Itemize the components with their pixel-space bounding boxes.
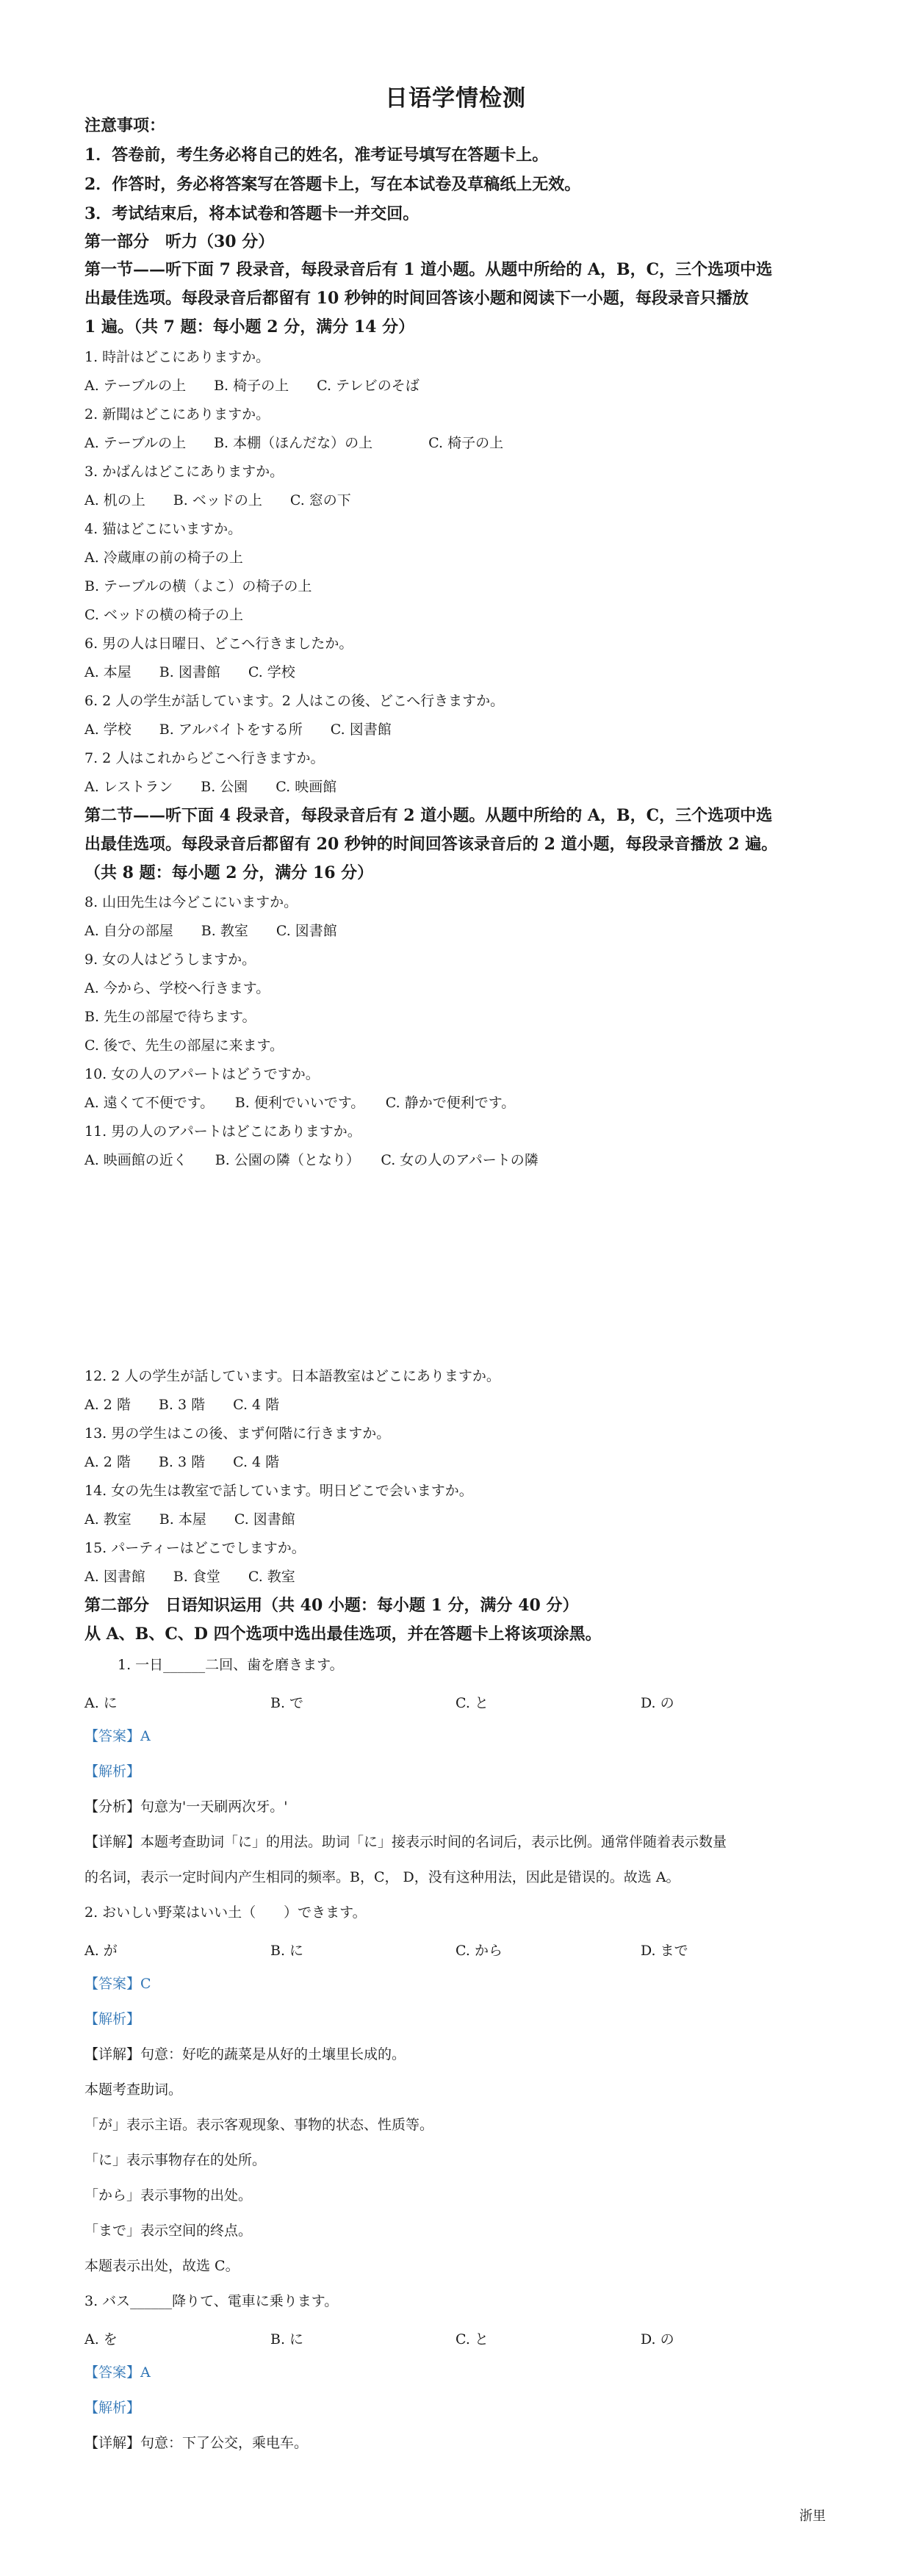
part1-sec1-line: 第一节——听下面 7 段录音，每段录音后有 1 道小题。从题中所给的 A，B，C，三个选项中选 [84,260,773,279]
q3-detail: 【详解】句意：下了公交，乘电车。 [84,2435,309,2451]
listening-line: 15. パーティーはどこでしますか。 [84,1540,306,1556]
q3-option-d: D. の [641,2331,674,2347]
q1-option-b: B. で [270,1695,304,1711]
q1-option-a: A. に [84,1695,118,1711]
listening-line: A. 図書館 B. 食堂 C. 教室 [84,1569,295,1585]
q3-jiexi: 【解析】 [84,2400,141,2416]
listening-line: A. 2 階 B. 3 階 C. 4 階 [84,1397,280,1413]
listening-line: B. テーブルの横（よこ）の椅子の上 [84,578,312,594]
q1-stem: 1. 一日______二回、歯を磨きます。 [118,1657,344,1673]
notes-heading: 注意事项： [84,116,166,135]
part2-instruction: 从 A、B、C、D 四个选项中选出最佳选项，并在答题卡上将该项涂黑。 [84,1625,602,1644]
listening-line: A. 本屋 B. 図書館 C. 学校 [84,664,295,680]
listening-line: 9. 女の人はどうしますか。 [84,951,256,968]
q2-detail-line: 「が」表示主语。表示客观现象、事物的状态、性质等。 [84,2117,434,2133]
listening-line: A. テーブルの上 B. 椅子の上 C. テレビのそば [84,378,420,394]
part1-sec2-line: （共 8 题：每小题 2 分，满分 16 分） [84,863,374,882]
listening-line: 7. 2 人はこれからどこへ行きますか。 [84,750,325,766]
q1-analysis: 【分析】句意为'一天刷两次牙。' [84,1799,288,1815]
listening-line: A. 机の上 B. ベッドの上 C. 窓の下 [84,492,351,508]
listening-line: A. 2 階 B. 3 階 C. 4 階 [84,1454,280,1470]
listening-line: C. ベッドの横の椅子の上 [84,607,243,623]
listening-line: A. 自分の部屋 B. 教室 C. 図書館 [84,923,337,939]
q2-detail-line: 「から」表示事物的出处。 [84,2187,253,2203]
listening-line: B. 先生の部屋で待ちます。 [84,1009,256,1025]
listening-line: 12. 2 人の学生が話しています。日本語教室はどこにありますか。 [84,1368,500,1384]
q2-detail-line: 本题表示出处，故选 C。 [84,2258,240,2274]
part1-sec1-line: 1 遍。（共 7 题：每小题 2 分，满分 14 分） [84,317,415,337]
listening-line: A. 今から、学校へ行きます。 [84,980,270,996]
q1-jiexi: 【解析】 [84,1763,141,1780]
part1-sec2-line: 第二节——听下面 4 段录音，每段录音后有 2 道小题。从题中所给的 A，B，C，三个选项中选 [84,806,773,825]
q1-detail-line: 的名词，表示一定时间内产生相同的频率。B，C， D，没有这种用法，因此是错误的。故选 A。 [84,1869,680,1885]
listening-line: C. 後で、先生の部屋に来ます。 [84,1037,284,1054]
listening-line: A. 学校 B. アルバイトをする所 C. 図書館 [84,722,392,738]
listening-line: A. 遠くて不便です。 B. 便利でいいです。 C. 静かで便利です。 [84,1095,516,1111]
q2-option-b: B. に [270,1943,304,1959]
notes-item-3: 3．考试结束后，将本试卷和答题卡一并交回。 [84,204,420,223]
notes-item-2: 2．作答时，务必将答案写在答题卡上，写在本试卷及草稿纸上无效。 [84,175,581,194]
q1-detail-line: 【详解】本题考查助词「に」的用法。助词「に」接表示时间的名词后，表示比例。通常伴随着表示数量 [84,1834,727,1850]
q2-option-d: D. まで [641,1943,688,1959]
listening-line: 3. かばんはどこにありますか。 [84,464,284,480]
q2-detail-line: 「に」表示事物存在的处所。 [84,2152,267,2168]
listening-line: A. 映画館の近く B. 公園の隣（となり） C. 女の人のアパートの隣 [84,1152,539,1168]
q3-answer: 【答案】A [84,2364,151,2381]
q2-option-c: C. から [455,1943,503,1959]
listening-line: A. テーブルの上 B. 本棚（ほんだな）の上 C. 椅子の上 [84,435,504,451]
q3-stem: 3. バス______降りて、電車に乗ります。 [84,2293,339,2309]
q2-jiexi: 【解析】 [84,2011,141,2027]
q2-option-a: A. が [84,1943,118,1959]
listening-line: 6. 男の人は日曜日、どこへ行きましたか。 [84,636,353,652]
q2-detail-line: 「まで」表示空间的终点。 [84,2223,253,2239]
listening-line: 1. 時計はどこにありますか。 [84,349,270,365]
listening-line: A. 教室 B. 本屋 C. 図書館 [84,1511,295,1528]
q3-option-c: C. と [455,2331,489,2347]
part2-heading: 第二部分 日语知识运用（共 40 小题：每小题 1 分，满分 40 分） [84,1596,579,1615]
listening-line: 6. 2 人の学生が話しています。2 人はこの後、どこへ行きますか。 [84,693,505,709]
listening-line: 13. 男の学生はこの後、まず何階に行きますか。 [84,1425,391,1442]
part1-heading: 第一部分 听力（30 分） [84,232,275,251]
q3-option-a: A. を [84,2331,118,2347]
q2-detail-line: 【详解】句意：好吃的蔬菜是从好的土壤里长成的。 [84,2046,406,2062]
part1-sec2-line: 出最佳选项。每段录音后都留有 20 秒钟的时间回答该录音后的 2 道小题，每段录音播放 2 遍。 [84,835,778,854]
q1-option-c: C. と [455,1695,489,1711]
listening-line: 2. 新聞はどこにありますか。 [84,406,270,422]
page-title: 日语学情检测 [385,85,526,112]
page-footer: 浙里 [799,2508,826,2524]
part1-sec1-line: 出最佳选项。每段录音后都留有 10 秒钟的时间回答该小题和阅读下一小题，每段录音只播放 [84,289,749,308]
listening-line: 14. 女の先生は教室で話しています。明日どこで会いますか。 [84,1483,473,1499]
notes-item-1: 1．答卷前，考生务必将自己的姓名，准考证号填写在答题卡上。 [84,145,549,165]
q1-option-d: D. の [641,1695,674,1711]
q1-answer: 【答案】A [84,1728,151,1744]
listening-line: A. 冷蔵庫の前の椅子の上 [84,550,243,566]
q2-answer: 【答案】C [84,1976,151,1992]
listening-line: 4. 猫はどこにいますか。 [84,521,242,537]
listening-line: 10. 女の人のアパートはどうですか。 [84,1066,320,1082]
q2-detail-line: 本题考查助词。 [84,2082,183,2098]
listening-line: A. レストラン B. 公園 C. 映画館 [84,779,337,795]
listening-line: 11. 男の人のアパートはどこにありますか。 [84,1123,361,1140]
listening-line: 8. 山田先生は今どこにいますか。 [84,894,298,910]
q2-stem: 2. おいしい野菜はいい土（ ）できます。 [84,1904,367,1921]
q3-option-b: B. に [270,2331,304,2347]
